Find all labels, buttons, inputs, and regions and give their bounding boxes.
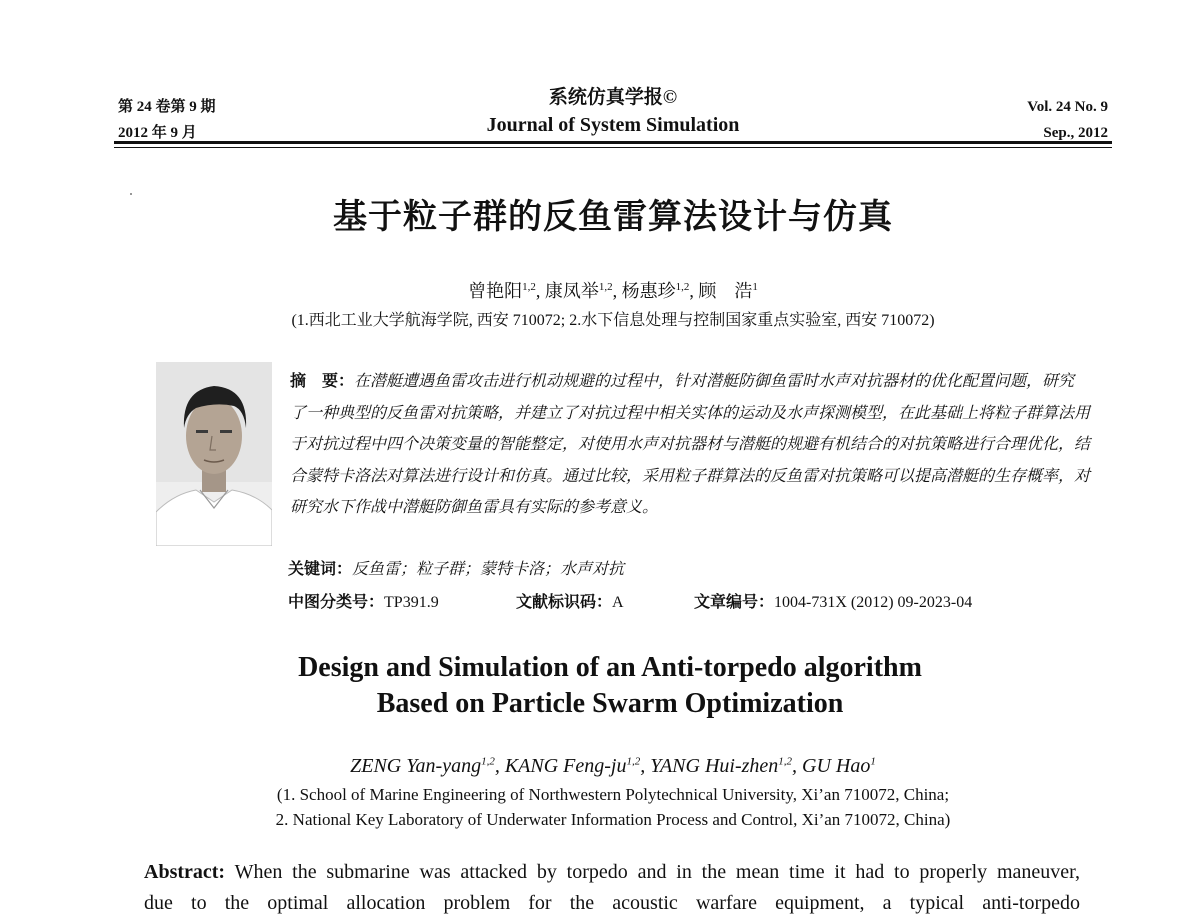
article-value: 1004-731X (2012) 09-2023-04 xyxy=(774,594,973,611)
author-cn-aff: 1 xyxy=(752,281,758,293)
journal-name-cn: 系统仿真学报© xyxy=(548,87,678,108)
author-en-aff: 1 xyxy=(870,755,876,768)
abstract-cn xyxy=(290,366,1090,524)
authors-en: ZENG Yan-yang$^{1,2}$, KANG Feng-ju$^{1,2}$, YANG Hui-zhen$^{1,2}$, GU Hao$^1$ xyxy=(350,755,876,777)
journal-name xyxy=(0,86,1200,140)
header-date-cn: 2012 年 9 月 xyxy=(118,125,197,141)
affiliation-en-line2: 2. National Key Laboratory of Underwater Information Process and Control, Xi’an 710072, China) xyxy=(275,810,951,829)
author-en-aff: 1,2 xyxy=(481,755,495,768)
author-cn-name: 杨惠珍 xyxy=(621,281,676,301)
header-volume: 第 24 卷第 9 期 xyxy=(118,99,216,115)
author-cn-aff: 1,2 xyxy=(675,281,690,293)
abstract-en-text-1: When the submarine was attacked by torpedo and in the mean time it had to properly maneuver, xyxy=(234,861,1081,883)
author-en-name: YANG Hui-zhen xyxy=(650,755,779,777)
doc-value: A xyxy=(612,594,624,611)
affiliation-en-line1: (1. School of Marine Engineering of Northwestern Polytechnical University, Xi’an 710072, China; xyxy=(276,785,950,804)
abstract-en-label: Abstract: xyxy=(144,861,226,883)
affiliation-cn: (1.西北工业大学航海学院, 西安 710072; 2.水下信息处理与控制国家重点实验室, 西安 710072) xyxy=(291,312,935,329)
paper-title-en-line2: Based on Particle Swarm Optimization xyxy=(376,688,844,719)
author-en-name: GU Hao xyxy=(802,755,871,777)
article-number xyxy=(694,591,972,615)
abstract-en-line2: due to the optimal allocation problem for the acoustic warfare equipment, a typical anti-torpedo xyxy=(144,892,1080,914)
author-cn-name: 顾 浩 xyxy=(698,281,753,301)
keywords-label: 关键词： xyxy=(288,561,353,578)
abstract-cn-label: 摘 要： xyxy=(290,373,355,390)
author-cn-name: 康凤举 xyxy=(544,281,599,301)
author-en-aff: 1,2 xyxy=(778,755,793,768)
clc-number xyxy=(288,591,439,615)
author-en-name: ZENG Yan-yang xyxy=(350,755,482,777)
keywords-cn xyxy=(288,558,624,582)
abstract-cn-text: 在潜艇遭遇鱼雷攻击进行机动规避的过程中，针对潜艇防御鱼雷时水声对抗器材的优化配置问题，研究了一种典型的反鱼雷对抗策略，并建立了对抗过程中相关实体的运动及水声探测模型，在此基础上将粒子群算法用于对抗过程中四个决策变量的智能整定，对使用水声对抗器材与潜艇的规避有机结合的对抗策略进行合理优化，结合蒙特卡洛法对算法进行设计和仿真。通过比较，采用粒子群算法的反鱼雷对抗策略可以提高潜艇的生存概率，对研究水下作战中潜艇防御鱼雷具有实际的参考意义。 xyxy=(290,373,1091,517)
authors-cn: 曾艳阳$^{1,2}$, 康凤举$^{1,2}$, 杨惠珍$^{1,2}$, 顾 浩$^1$ xyxy=(468,281,758,301)
abstract-en xyxy=(144,857,1080,919)
doc-label: 文献标识码： xyxy=(516,594,613,611)
keywords-text: 反鱼雷；粒子群；蒙特卡洛；水声对抗 xyxy=(352,561,625,578)
clc-label: 中图分类号： xyxy=(288,594,385,611)
abstract-en-line1 xyxy=(144,857,1080,888)
header-rule-thin xyxy=(114,147,1112,148)
paper-title-cn: 基于粒子群的反鱼雷算法设计与仿真 xyxy=(333,199,893,236)
paper-title-en-line1: Design and Simulation of an Anti-torpedo algorithm xyxy=(298,652,922,683)
scan-speck xyxy=(130,193,132,195)
clc-value: TP391.9 xyxy=(384,594,439,611)
paper-title-en xyxy=(0,650,1200,722)
author-cn-aff: 1,2 xyxy=(598,281,613,293)
header-vol-no: Vol. 24 No. 9 xyxy=(1027,99,1108,115)
author-en-name: KANG Feng-ju xyxy=(504,755,627,777)
author-en-aff: 1,2 xyxy=(626,755,641,768)
affiliation-en xyxy=(0,782,1200,832)
header-rule-thick xyxy=(114,141,1112,144)
author-photo xyxy=(156,362,272,546)
journal-name-en: Journal of System Simulation xyxy=(486,114,740,136)
document-code xyxy=(516,591,624,615)
header-issue-info xyxy=(1027,94,1108,146)
header-date-en: Sep., 2012 xyxy=(1043,125,1108,141)
author-cn-aff: 1,2 xyxy=(522,281,536,293)
article-label: 文章编号： xyxy=(694,594,775,611)
author-cn-name: 曾艳阳 xyxy=(468,281,523,301)
